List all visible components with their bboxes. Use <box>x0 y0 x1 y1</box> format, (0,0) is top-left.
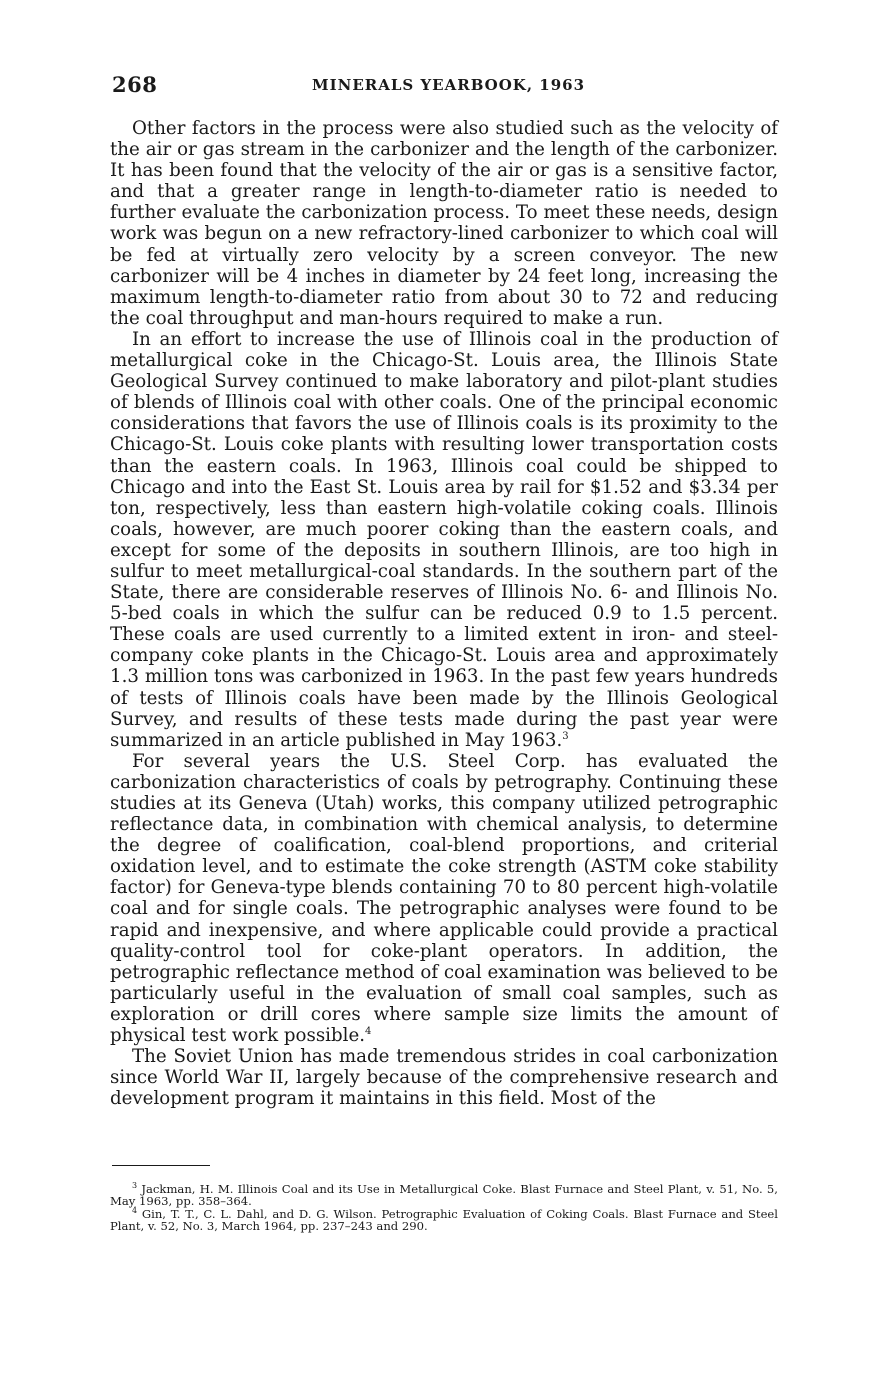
paragraph-carbonizer-factors: Other factors in the process were also studied such as the velocity of the air or gas stream in the carbonizer and the length of the carbonizer. It has been found that the velocity of the air or gas is a sensitive factor, and that a greater range in length-to-diameter ratio is needed to further evaluate the carbonization process. To meet these needs, design work was begun on a new refractory-lined carbonizer to which coal will be fed at virtually zero velocity by a screen conveyor. The new carbonizer will be 4 inches in diameter by 24 feet long, increasing the maximum length-to-diameter ratio from about 30 to 72 and reducing the coal throughput and man-hours required to make a run. <box>110 118 778 329</box>
footnote-3-text: Jackman, H. M. Illinois Coal and its Use in Metallurgical Coke. Blast Furnace and Steel Plant, v. 51, No. 5, May 1963, pp. 358–364. <box>110 1182 778 1209</box>
paragraph-us-steel-petrography-text: For several years the U.S. Steel Corp. has evaluated the carbonization characteristics of coals by petrography. Continuing these studies at its Geneva (Utah) works, this company utilized petrographic reflectance data, in combination with chemical analysis, to determine the degree of coalification, coal-blend proportions, and criterial oxidation level, and to estimate the coke strength (ASTM coke stability factor) for Geneva-type blends containing 70 to 80 percent high-volatile coal and for single coals. The petrographic analyses were found to be rapid and inexpensive, and where applicable could provide a practical quality-control tool for coke-plant operators. In addition, the petrographic reflectance method of coal examination was believed to be particularly useful in the evaluation of small coal samples, such as exploration or drill cores where sample size limits the amount of physical test work possible. <box>110 750 778 1047</box>
footnote-divider <box>112 1165 210 1166</box>
footnote-3 <box>110 1183 778 1208</box>
paragraph-illinois-coal <box>110 329 778 751</box>
footnote-3-marker: 3 <box>132 1181 138 1191</box>
footnote-ref-3: 3 <box>562 730 569 742</box>
page-header <box>112 72 776 100</box>
footnote-ref-4: 4 <box>365 1025 372 1037</box>
body-text <box>110 118 778 1109</box>
paragraph-soviet-union: The Soviet Union has made tremendous strides in coal carbonization since World War II, largely because of the comprehensive research and development program it maintains in this field. Most of the <box>110 1046 778 1110</box>
running-head: MINERALS YEARBOOK, 1963 <box>312 76 586 94</box>
paragraph-us-steel-petrography <box>110 751 778 1046</box>
footnote-4-marker: 4 <box>132 1205 138 1215</box>
page-number: 268 <box>112 72 158 97</box>
footnote-4-text: Gin, T. T., C. L. Dahl, and D. G. Wilson. Petrographic Evaluation of Coking Coals. Blast Furnace and Steel Plant, v. 52, No. 3, March 1964, pp. 237–243 and 290. <box>110 1206 779 1234</box>
footnotes <box>110 1183 778 1233</box>
footnote-4 <box>110 1205 779 1234</box>
paragraph-illinois-coal-text: In an effort to increase the use of Illinois coal in the production of metallurgical coke in the Chicago-St. Louis area, the Illinois State Geological Survey continued to make laboratory and pilot-plant studies of blends of Illinois coal with other coals. One of the principal economic considerations that favors the use of Illinois coals is its proximity to the Chicago-St. Louis coke plants with resulting lower transportation costs than the eastern coals. In 1963, Illinois coal could be shipped to Chicago and into the East St. Louis area by rail for $1.52 and $3.34 per ton, respectively, less than eastern high-volatile coking coals. Illinois coals, however, are much poorer coking than the eastern coals, and except for some of the deposits in southern Illinois, are too high in sulfur to meet metallurgical-coal standards. In the southern part of the State, there are considerable reserves of Illinois No. 6- and Illinois No. 5-bed coals in which the sulfur can be reduced 0.9 to 1.5 percent. These coals are used currently to a limited extent in iron- and steel-company coke plants in the Chicago-St. Louis area and approximately 1.3 million tons was carbonized in 1963. In the past few years hundreds of tests of Illinois coals have been made by the Illinois Geological Survey, and results of these tests made during the past year were summarized in an article published in May 1963. <box>110 328 778 751</box>
